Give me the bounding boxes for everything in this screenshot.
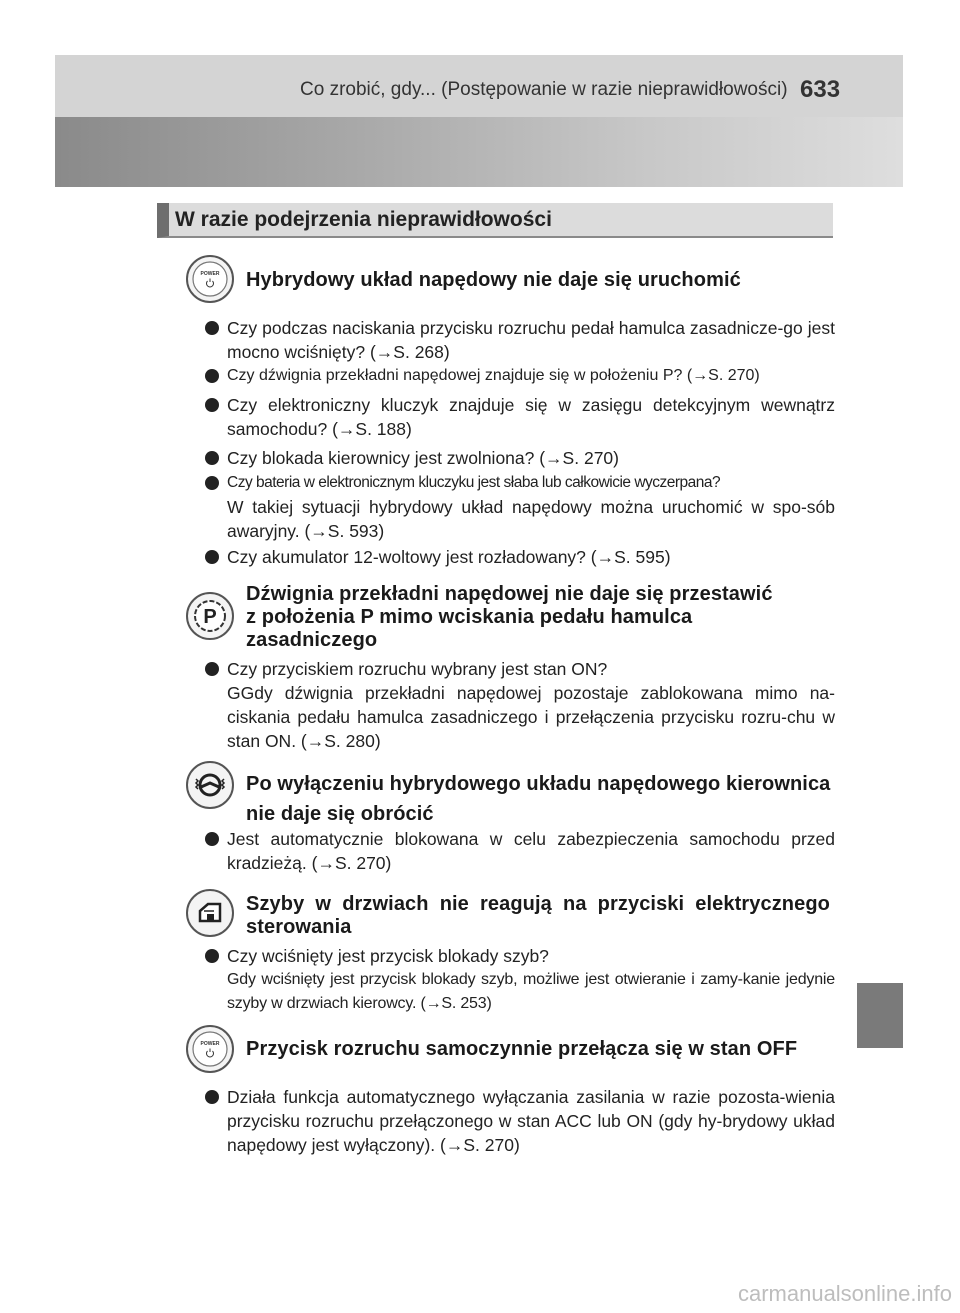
steering-lock-icon [186, 761, 234, 809]
bullet-icon [205, 832, 219, 846]
topic-title: Hybrydowy układ napędowy nie daje się uruchomić [246, 269, 741, 291]
list-item: Czy wciśnięty jest przycisk blokady szyb? Gdy wciśnięty jest przycisk blokady szyb, możliwe jest otwieranie i zamy-kanie jedynie szyby w drzwiach kierowcy. (→S. 253) [205, 944, 835, 1016]
watermark: carmanualsonline.info [737, 1281, 952, 1306]
power-icon-label: POWER [200, 1041, 220, 1047]
bullet-icon [205, 1090, 219, 1104]
list-item: Czy podczas naciskania przycisku rozruchu pedał hamulca zasadnicze-go jest mocno wciśnięty? (→S. 268) [205, 316, 835, 364]
list-item: Czy bateria w elektronicznym kluczyku jest słaba lub całkowicie wyczerpana? W takiej sytuacji hybrydowy układ napędowy można uruchomić w spo-sób awaryjny. (→S. 593) [205, 471, 835, 543]
chapter-band [55, 117, 903, 187]
bullet-icon [205, 550, 219, 564]
window-lock-icon [186, 889, 234, 937]
svg-text:P: P [203, 606, 217, 628]
page-number: 633 [800, 76, 841, 103]
list-item: Czy akumulator 12-woltowy jest rozładowany? (→S. 595) [205, 545, 835, 569]
power-icon-label: POWER [200, 271, 220, 277]
list-item: Jest automatycznie blokowana w celu zabezpieczenia samochodu przed kradzieżą. (→S. 270) [205, 827, 835, 875]
list-item: Działa funkcja automatycznego wyłączania zasilania w razie pozosta-wienia przycisku rozruchu przełączonego w stan ACC lub ON (gdy hy-brydowy układ napędowy jest wyłączony). (→S. 270) [205, 1085, 835, 1157]
topic-title: Szyby w drzwiach nie reagują na przyciski elektrycznego sterowania [246, 893, 830, 938]
shift-lock-p-icon [186, 592, 234, 640]
running-header: Co zrobić, gdy... (Postępowanie w razie nieprawidłowości) [300, 79, 788, 100]
power-button-icon [186, 255, 234, 303]
bullet-icon [205, 398, 219, 412]
list-item: Czy elektroniczny kluczyk znajduje się w zasięgu detekcyjnym wewnątrz samochodu? (→S. 188) [205, 393, 835, 441]
list-item: Czy przyciskiem rozruchu wybrany jest stan ON? GGdy dźwignia przekładni napędowej pozostaje zablokowana mimo na-ciskania pedału hamulca zasadniczego i przełączenia przycisku rozru-chu w stan ON. (→S. 280) [205, 657, 835, 753]
chapter-side-tab [857, 983, 903, 1048]
bullet-icon [205, 451, 219, 465]
bullet-icon [205, 321, 219, 335]
power-button-icon [186, 1025, 234, 1073]
bullet-icon [205, 949, 219, 963]
bullet-icon [205, 369, 219, 383]
section-heading: W razie podejrzenia nieprawidłowości [157, 203, 833, 238]
topic-title: Dźwignia przekładni napędowej nie daje się przestawić z położenia P mimo wciskania pedału hamulca zasadniczego [246, 583, 773, 651]
list-item: Czy blokada kierownicy jest zwolniona? (→S. 270) [205, 446, 835, 470]
topic-title: Po wyłączeniu hybrydowego układu napędowego kierownica nie daje się obrócić [246, 773, 831, 825]
list-item: Czy dźwignia przekładni napędowej znajduje się w położeniu P? (→S. 270) [205, 364, 835, 388]
bullet-icon [205, 662, 219, 676]
topic-title: Przycisk rozruchu samoczynnie przełącza się w stan OFF [246, 1038, 798, 1060]
bullet-icon [205, 476, 219, 490]
